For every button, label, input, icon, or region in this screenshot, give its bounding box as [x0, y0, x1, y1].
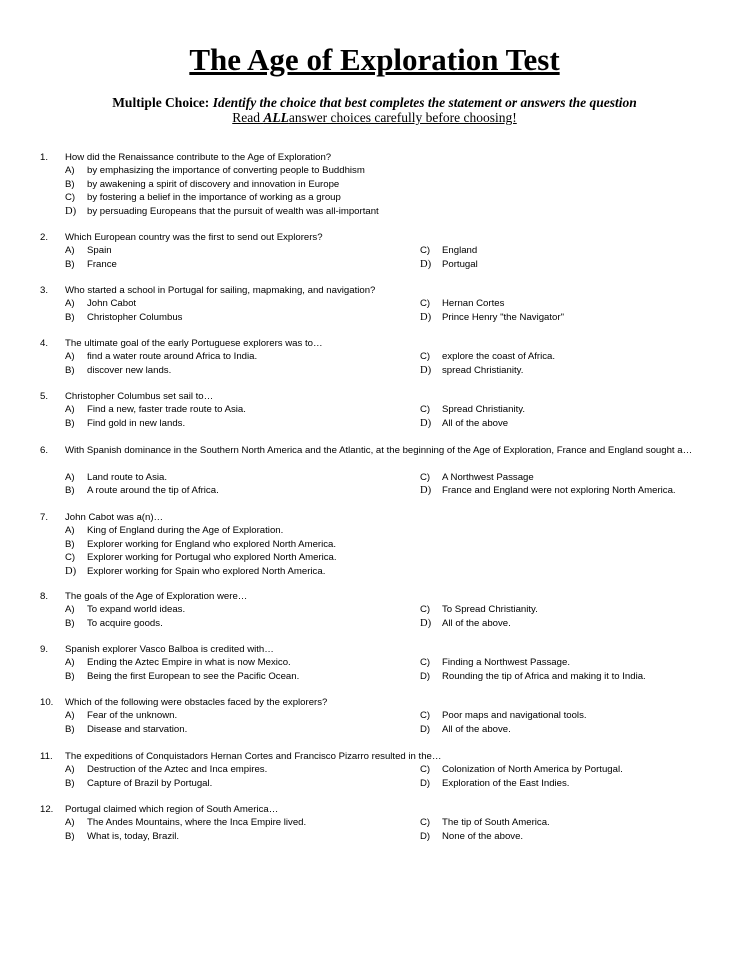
question-text: The ultimate goal of the early Portuguese explorers was to…	[65, 338, 323, 349]
question-text: Who started a school in Portugal for sailing, mapmaking, and navigation?	[65, 285, 376, 296]
option-text: All of the above	[442, 417, 509, 429]
option-letter: B)	[65, 311, 75, 323]
question-number: 2.	[40, 232, 49, 243]
instructions-text: Identify the choice that best completes the statement or answers the question	[212, 95, 637, 110]
question-text: Portugal claimed which region of South America…	[65, 804, 279, 815]
option-text: All of the above.	[442, 723, 511, 735]
option-letter: A)	[65, 525, 75, 537]
option-letter: A)	[65, 165, 75, 177]
option-text: spread Christianity.	[442, 364, 524, 376]
option-letter: B)	[65, 258, 75, 270]
question-3	[40, 284, 720, 324]
option-text: What is, today, Brazil.	[87, 830, 180, 842]
option-text: Land route to Asia.	[87, 471, 168, 483]
question-text: How did the Renaissance contribute to the Age of Exploration?	[65, 152, 332, 163]
instructions-line	[0, 95, 749, 111]
question-number: 4.	[40, 338, 49, 349]
option-text: To expand world ideas.	[87, 604, 186, 616]
option-letter: C)	[420, 471, 431, 483]
option-text: Spain	[87, 245, 112, 257]
option-text: John Cabot	[87, 298, 137, 310]
option-letter: A)	[65, 817, 75, 829]
option-letter: B)	[65, 670, 75, 682]
answer-option[interactable]	[40, 565, 720, 578]
option-letter: D)	[420, 777, 431, 789]
page-title: The Age of Exploration Test	[189, 42, 560, 77]
option-letter: D)	[65, 565, 77, 577]
question-text: Spanish explorer Vasco Balboa is credited with…	[65, 644, 274, 655]
option-letter: D)	[420, 485, 432, 497]
option-letter: C)	[420, 245, 431, 257]
option-letter: D)	[420, 364, 432, 376]
question-7	[40, 511, 720, 578]
option-text: King of England during the Age of Exploration.	[87, 525, 284, 537]
option-text: Hernan Cortes	[442, 298, 505, 310]
answer-option[interactable]	[40, 524, 720, 537]
question-number: 1.	[40, 152, 49, 163]
option-text: England	[442, 245, 478, 257]
option-text: A Northwest Passage	[442, 471, 534, 483]
option-letter: A)	[65, 298, 75, 310]
option-text: by fostering a belief in the importance of working as a group	[87, 192, 341, 204]
question-1	[40, 151, 720, 218]
question-number: 12.	[40, 804, 54, 815]
option-letter: D)	[420, 670, 431, 682]
option-letter: D)	[420, 830, 431, 842]
option-letter: B)	[65, 617, 75, 629]
question-text: Which of the following were obstacles faced by the explorers?	[65, 697, 328, 708]
question-11	[40, 750, 720, 790]
option-letter: D)	[65, 205, 77, 217]
option-letter: C)	[65, 552, 76, 564]
option-letter: B)	[65, 485, 75, 497]
option-text: Find a new, faster trade route to Asia.	[87, 404, 246, 416]
option-letter: C)	[420, 817, 431, 829]
question-10	[40, 696, 720, 736]
question-text: With Spanish dominance in the Southern North America and the Atlantic, at the beginning of the Age of Exploration, France and England sought a…	[65, 445, 693, 456]
option-text: Poor maps and navigational tools.	[442, 710, 587, 722]
option-letter: C)	[65, 192, 76, 204]
option-letter: C)	[420, 351, 431, 363]
answer-option[interactable]	[40, 191, 720, 204]
option-text: Colonization of North America by Portugal.	[442, 764, 623, 776]
option-text: Portugal	[442, 258, 478, 270]
option-letter: A)	[65, 471, 75, 483]
question-8	[40, 590, 720, 630]
question-2	[40, 231, 720, 271]
instructions-lead: Multiple Choice:	[112, 95, 210, 110]
question-9	[40, 643, 720, 683]
option-letter: B)	[65, 538, 75, 550]
option-text: Find gold in new lands.	[87, 417, 186, 429]
option-letter: A)	[65, 351, 75, 363]
question-5	[40, 390, 720, 430]
question-text: Christopher Columbus set sail to…	[65, 391, 214, 402]
option-text: by awakening a spirit of discovery and innovation in Europe	[87, 178, 340, 190]
option-text: The tip of South America.	[442, 817, 550, 829]
option-letter: B)	[65, 364, 75, 376]
option-text: Christopher Columbus	[87, 311, 183, 323]
option-text: A route around the tip of Africa.	[87, 485, 219, 497]
option-text: Capture of Brazil by Portugal.	[87, 777, 213, 789]
answer-option[interactable]	[40, 538, 720, 551]
question-text: John Cabot was a(n)…	[65, 512, 164, 523]
option-text: The Andes Mountains, where the Inca Empire lived.	[87, 817, 307, 829]
answer-option[interactable]	[40, 551, 720, 564]
option-letter: D)	[420, 258, 432, 270]
option-letter: A)	[65, 245, 75, 257]
question-number: 10.	[40, 697, 54, 708]
question-text: Which European country was the first to send out Explorers?	[65, 232, 323, 243]
answer-option[interactable]	[40, 164, 720, 177]
option-letter: D)	[420, 617, 432, 629]
option-letter: A)	[65, 710, 75, 722]
option-letter: D)	[420, 311, 432, 323]
read-all-pre: Read	[232, 110, 264, 125]
question-text: The expeditions of Conquistadors Hernan Cortes and Francisco Pizarro resulted in the…	[65, 751, 442, 762]
option-letter: B)	[65, 178, 75, 190]
option-text: by emphasizing the importance of converting people to Buddhism	[87, 165, 365, 177]
option-letter: B)	[65, 723, 75, 735]
option-text: Rounding the tip of Africa and making it to India.	[442, 670, 646, 682]
option-text: France	[87, 258, 117, 270]
option-letter: D)	[420, 417, 432, 429]
option-letter: C)	[420, 404, 431, 416]
option-text: Prince Henry "the Navigator"	[442, 311, 564, 323]
option-letter: A)	[65, 404, 75, 416]
option-text: explore the coast of Africa.	[442, 351, 556, 363]
option-text: Disease and starvation.	[87, 723, 188, 735]
option-text: Exploration of the East Indies.	[442, 777, 570, 789]
option-letter: C)	[420, 764, 431, 776]
question-number: 8.	[40, 591, 49, 602]
option-text: Ending the Aztec Empire in what is now Mexico.	[87, 657, 291, 669]
answer-option[interactable]	[40, 178, 720, 191]
question-number: 11.	[40, 751, 53, 762]
option-text: Finding a Northwest Passage.	[442, 657, 570, 669]
option-text: France and England were not exploring North America.	[442, 485, 676, 497]
question-4	[40, 337, 720, 377]
option-letter: C)	[420, 298, 431, 310]
option-letter: B)	[65, 830, 75, 842]
option-letter: B)	[65, 417, 75, 429]
question-6	[40, 444, 720, 498]
option-letter: A)	[65, 764, 75, 776]
question-number: 7.	[40, 512, 49, 523]
option-text: Spread Christianity.	[442, 404, 526, 416]
option-text: find a water route around Africa to India.	[87, 351, 258, 363]
question-text: The goals of the Age of Exploration were…	[65, 591, 248, 602]
option-text: discover new lands.	[87, 364, 172, 376]
option-text: Fear of the unknown.	[87, 710, 178, 722]
option-text: Destruction of the Aztec and Inca empires.	[87, 764, 268, 776]
question-number: 5.	[40, 391, 49, 402]
option-text: Explorer working for England who explored North America.	[87, 538, 337, 550]
question-number: 9.	[40, 644, 49, 655]
option-text: Being the first European to see the Pacific Ocean.	[87, 670, 300, 682]
read-all-emphasis: ALL	[263, 110, 289, 125]
read-all-post: answer choices carefully before choosing!	[288, 110, 517, 125]
question-number: 3.	[40, 285, 49, 296]
answer-option[interactable]	[40, 205, 720, 218]
option-letter: C)	[420, 604, 431, 616]
question-12	[40, 803, 720, 843]
read-all-line	[0, 110, 749, 126]
option-letter: C)	[420, 657, 431, 669]
option-text: To acquire goods.	[87, 617, 163, 629]
option-text: Explorer working for Portugal who explored North America.	[87, 552, 337, 564]
question-number: 6.	[40, 445, 49, 456]
option-text: None of the above.	[442, 830, 524, 842]
option-text: All of the above.	[442, 617, 511, 629]
option-letter: C)	[420, 710, 431, 722]
option-letter: B)	[65, 777, 75, 789]
option-text: To Spread Christianity.	[442, 604, 538, 616]
option-letter: A)	[65, 604, 75, 616]
option-text: by persuading Europeans that the pursuit of wealth was all-important	[87, 205, 379, 217]
option-letter: A)	[65, 657, 75, 669]
option-text: Explorer working for Spain who explored North America.	[87, 565, 326, 577]
option-letter: D)	[420, 723, 431, 735]
